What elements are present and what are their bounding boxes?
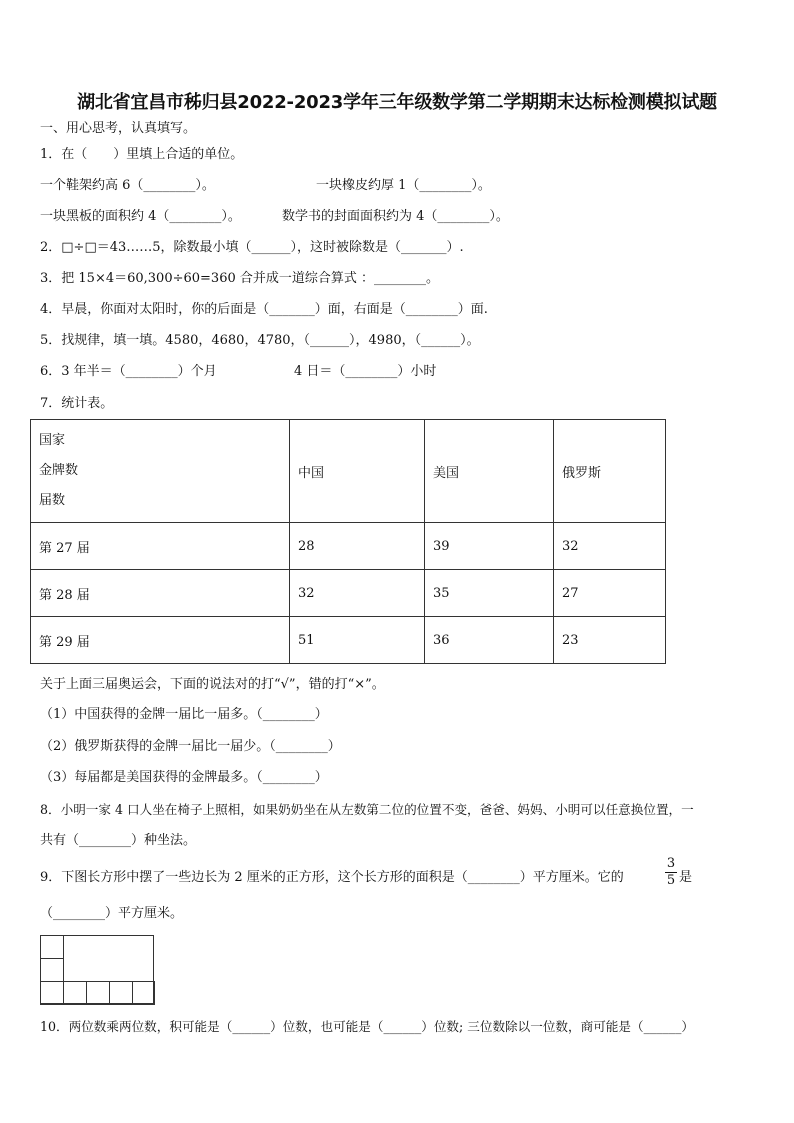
question-7-item-1: （1）中国获得的金牌一届比一届多。（________）: [40, 707, 328, 722]
diagram-square: [86, 981, 110, 1005]
table-column-header: 美国: [425, 420, 554, 523]
question-1-c: 一块黑板的面积约 4（________）。: [40, 209, 241, 224]
header-session-label: 届数: [39, 493, 66, 508]
question-7-item-2: （2）俄罗斯获得的金牌一届比一届少。（________）: [40, 739, 341, 754]
question-9-after-fraction: 是: [679, 870, 693, 885]
medal-table: [30, 419, 666, 664]
table-row: [31, 570, 666, 617]
table-column-header: 中国: [290, 420, 425, 523]
table-cell: 39: [425, 523, 554, 570]
diagram-square: [63, 981, 87, 1005]
question-1-d: 数学书的封面面积约为 4（________）。: [282, 209, 509, 224]
fraction-denominator: 5: [666, 873, 676, 888]
question-6-b: 4 日＝（________）小时: [294, 364, 437, 379]
table-row-label: 第 27 届: [31, 523, 290, 570]
table-cell: 32: [554, 523, 666, 570]
question-8-line-1: 8．小明一家 4 口人坐在椅子上照相，如果奶奶坐在从左数第二位的位置不变，爸爸、妈妈、小明可以任意换位置，一: [40, 802, 694, 817]
table-row: [31, 617, 666, 664]
rectangle-square-diagram: [40, 935, 154, 1004]
table-cell: 27: [554, 570, 666, 617]
table-cell: 28: [290, 523, 425, 570]
section-heading: 一、用心思考，认真填写。: [40, 121, 197, 136]
table-diagonal-header: [31, 420, 290, 523]
question-4: 4．早晨，你面对太阳时，你的后面是（_______）面，右面是（________）面.: [40, 302, 488, 317]
table-row-label: 第 28 届: [31, 570, 290, 617]
diagram-square: [132, 981, 155, 1005]
fraction-numerator: 3: [666, 856, 676, 871]
page-title: 湖北省宜昌市秭归县2022-2023学年三年级数学第二学期期末达标检测模拟试题: [77, 92, 717, 113]
table-cell: 32: [290, 570, 425, 617]
question-7-item-3: （3）每届都是美国获得的金牌最多。（________）: [40, 770, 328, 785]
table-column-header: 俄罗斯: [554, 420, 666, 523]
question-1-a: 一个鞋架约高 6（________）。: [40, 178, 215, 193]
table-cell: 35: [425, 570, 554, 617]
table-row: [31, 523, 666, 570]
diagram-square: [109, 981, 133, 1005]
question-3: 3．把 15×4＝60,300÷60=360 合并成一道综合算式 ：________。: [40, 271, 440, 286]
question-8-line-2: 共有（________）种坐法。: [40, 833, 197, 848]
table-cell: 51: [290, 617, 425, 664]
diagram-square: [40, 958, 64, 982]
header-country-label: 国家: [39, 433, 66, 448]
diagram-square: [40, 935, 64, 959]
table-cell: 36: [425, 617, 554, 664]
question-2: 2．□÷□＝43……5，除数最小填（______），这时被除数是（_______）.: [40, 240, 464, 255]
question-9-line-2: （________）平方厘米。: [40, 906, 184, 921]
table-row-label: 第 29 届: [31, 617, 290, 664]
table-cell: 23: [554, 617, 666, 664]
question-7-instruction: 关于上面三届奥运会，下面的说法对的打“√”，错的打“×”。: [40, 677, 385, 692]
question-5: 5．找规律，填一填。4580，4680，4780，（______），4980，（______）。: [40, 333, 480, 348]
diagram-square: [40, 981, 64, 1005]
question-7-stem: 7．统计表。: [40, 396, 114, 411]
table-header-row: [31, 420, 666, 523]
question-1-b: 一块橡皮约厚 1（________）。: [316, 178, 491, 193]
header-medal-label: 金牌数: [39, 463, 79, 478]
question-10: 10．两位数乘两位数，积可能是（______）位数，也可能是（______）位数; 三位数除以一位数，商可能是（______）: [40, 1019, 694, 1034]
question-1-stem: 1．在（ ）里填上合适的单位。: [40, 147, 244, 162]
question-9-line-1: 9．下图长方形中摆了一些边长为 2 厘米的正方形，这个长方形的面积是（________）平方厘米。它的: [40, 870, 624, 885]
question-6-a: 6．3 年半＝（________）个月: [40, 364, 217, 379]
fraction-three-fifths: [665, 857, 677, 888]
